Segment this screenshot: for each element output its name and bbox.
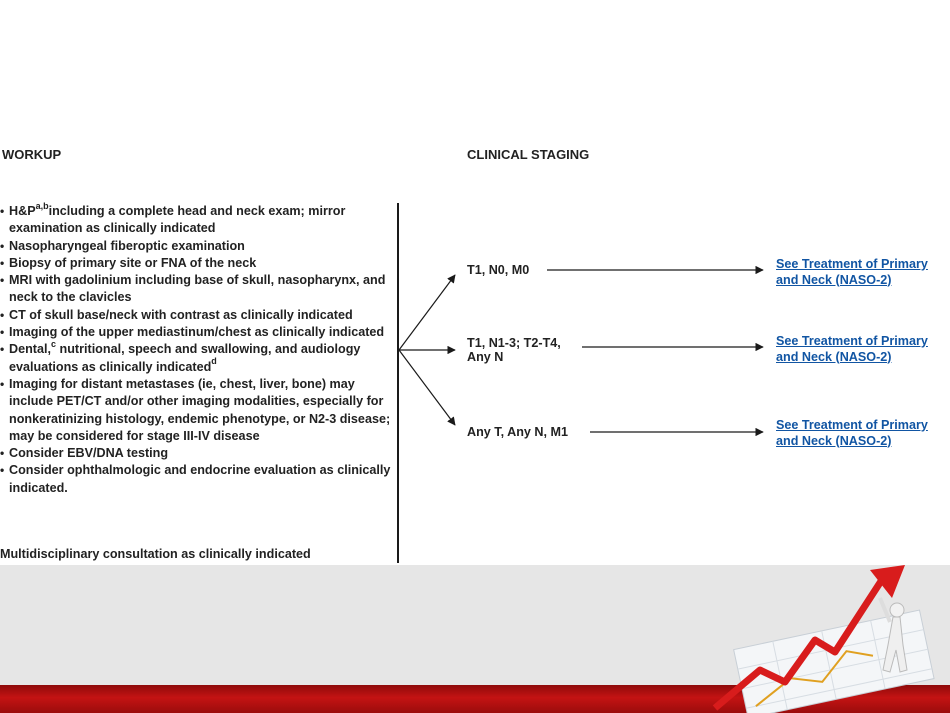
workup-item-metastases: • Imaging for distant metastases (ie, chest, liver, bone) may include PET/CT and/or other imaging modalities, especially for nonkeratinizing histology, endemic phenotype, or N2-3 disease; may be considered for stage III-IV disease xyxy=(0,376,396,445)
workup-item-ophthalmologic: • Consider ophthalmologic and endocrine evaluation as clinically indicated. xyxy=(0,462,396,497)
stage-label-1: T1, N0, M0 xyxy=(467,263,547,277)
treatment-link-1[interactable]: See Treatment of Primary and Neck (NASO-2) xyxy=(776,257,928,287)
treatment-link-3[interactable]: See Treatment of Primary and Neck (NASO-2) xyxy=(776,418,928,448)
stage-label-2: T1, N1-3; T2-T4, Any N xyxy=(467,336,579,364)
workup-item-mediastinum: • Imaging of the upper mediastinum/chest as clinically indicated xyxy=(0,324,396,341)
workup-item-mri: • MRI with gadolinium including base of skull, nasopharynx, and neck to the clavicles xyxy=(0,272,396,307)
workup-item-biopsy: • Biopsy of primary site or FNA of the neck xyxy=(0,255,396,272)
rising-chart-figure-icon xyxy=(700,560,950,713)
workup-item-ct: • CT of skull base/neck with contrast as clinically indicated xyxy=(0,307,396,324)
workup-item-fiberoptic: • Nasopharyngeal fiberoptic examination xyxy=(0,238,396,255)
branch-arrow-3 xyxy=(399,350,455,425)
branch-arrow-1 xyxy=(399,275,455,350)
treatment-link-2[interactable]: See Treatment of Primary and Neck (NASO-2) xyxy=(776,334,928,364)
multidisciplinary-note: Multidisciplinary consultation as clinically indicated xyxy=(0,547,311,561)
stage-label-3: Any T, Any N, M1 xyxy=(467,425,587,439)
workup-heading: WORKUP xyxy=(2,147,62,162)
clinical-staging-heading: CLINICAL STAGING xyxy=(467,147,590,162)
workup-item-hp: • $H\&P^{a,b}including$ a complete head and neck exam; mirror examination as clinically indicated xyxy=(0,203,396,238)
workup-item-dental: • Dental,$^c$ nutritional, speech and swallowing, and audiology evaluations as clinically indicated$^d$ xyxy=(0,341,396,376)
workup-item-ebv: • Consider EBV/DNA testing xyxy=(0,445,396,462)
